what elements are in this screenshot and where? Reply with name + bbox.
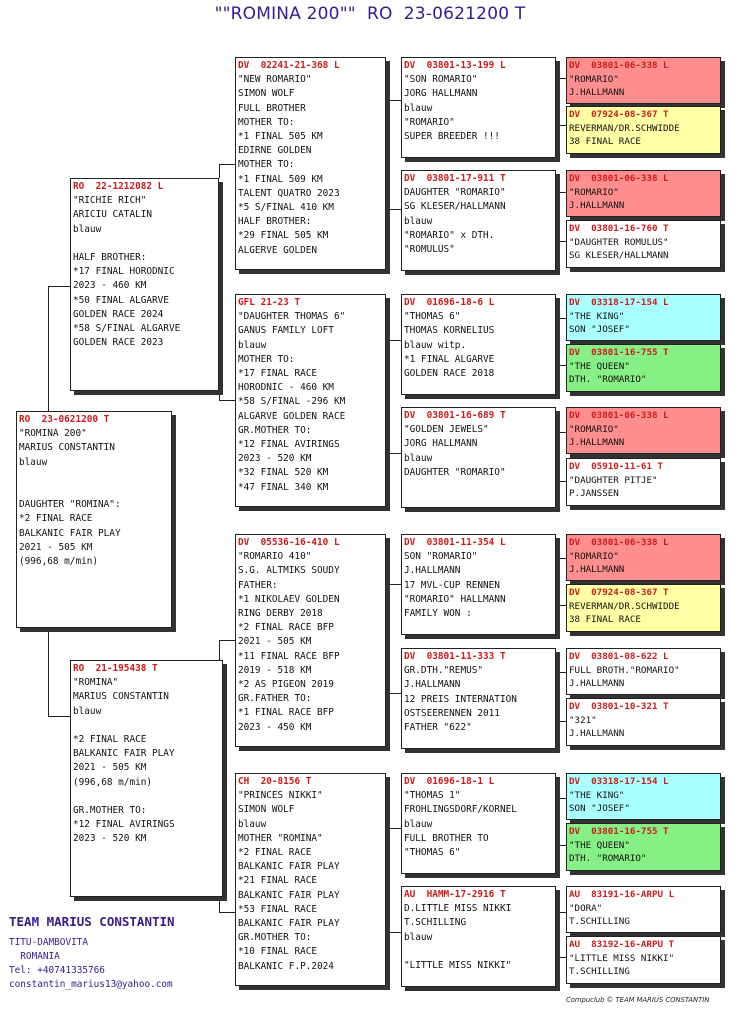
- pedigree-card-dam[interactable]: [70, 660, 223, 897]
- pigeon-detail-line: "GOLDEN JEWELS": [404, 424, 489, 436]
- pigeon-detail-line: "THE QUEEN": [569, 839, 630, 851]
- pigeon-detail-line: J.HALLMANN: [569, 728, 625, 740]
- pigeon-detail-line: *10 FINAL RACE: [238, 946, 318, 958]
- ring-number: DV 03801-17-911 T: [404, 173, 506, 184]
- pigeon-detail-line: "THE KING": [569, 789, 625, 801]
- pigeon-detail-line: "ROMARIO": [569, 73, 619, 85]
- pigeon-detail-line: GANUS FAMILY LOFT: [238, 325, 334, 337]
- pigeon-detail-line: HALF BROTHER:: [73, 252, 147, 263]
- connector: [219, 391, 235, 401]
- pedigree-card-gen4-5[interactable]: [566, 294, 721, 341]
- team-country: ROMANIA: [9, 951, 60, 962]
- pedigree-card-subject[interactable]: [16, 411, 172, 628]
- page-title: [0, 4, 740, 24]
- pigeon-detail-line: *2 FINAL RACE BFP: [238, 622, 334, 634]
- pigeon-detail-line: *1 FINAL RACE BFP: [238, 707, 334, 719]
- pigeon-details: [404, 310, 553, 381]
- pigeon-detail-line: J.HALLMANN: [569, 87, 625, 99]
- pigeon-detail-line: (996,68 m/min): [73, 776, 153, 788]
- pigeon-detail-line: *50 FINAL ALGARVE: [73, 294, 169, 306]
- pigeon-detail-line: MOTHER TO:: [238, 353, 295, 365]
- pigeon-detail-line: T.SCHILLING: [404, 917, 467, 929]
- pedigree-card-gen3-e[interactable]: [401, 534, 556, 635]
- pigeon-detail-line: EDIRNE GOLDEN: [238, 145, 312, 157]
- connector: [556, 558, 566, 582]
- ring-number: DV 03801-06-338 L: [569, 537, 669, 548]
- pedigree-card-gen3-a[interactable]: [401, 57, 556, 158]
- pigeon-detail-line: P.JANSSEN: [569, 488, 619, 500]
- connector: [48, 628, 70, 717]
- pigeon-detail-line: OSTSEERENNEN 2011: [404, 707, 500, 719]
- connector: [556, 912, 566, 934]
- pigeon-details: [404, 550, 553, 621]
- pigeon-detail-line: DAUGHTER "ROMARIO": [404, 187, 506, 199]
- pigeon-detail-line: ALGARVE GOLDEN RACE: [238, 410, 346, 422]
- pigeon-detail-line: *17 FINAL HORODNIC: [73, 266, 175, 278]
- ring-number: DV 03801-16-755 T: [569, 826, 669, 837]
- connector: [386, 100, 402, 170]
- team-phone: Tel: +40741335766: [9, 965, 105, 976]
- pigeon-detail-line: *29 FINAL 505 KM: [238, 230, 329, 242]
- pigeon-detail-line: 2023 - 520 KM: [238, 453, 312, 465]
- pigeon-detail-line: D.LITTLE MISS NIKKI: [404, 903, 512, 915]
- pigeon-detail-line: *2 FINAL RACE: [73, 734, 147, 745]
- pigeon-details: [569, 714, 718, 741]
- ring-number: GFL 21-23 T: [238, 297, 301, 308]
- title-ring: RO 23-0621200 T: [366, 4, 526, 24]
- pigeon-detail-line: J.HALLMANN: [569, 200, 625, 212]
- pigeon-detail-line: [404, 945, 553, 959]
- ring-number: DV 03801-16-755 T: [569, 347, 669, 358]
- pigeon-detail-line: [73, 719, 220, 733]
- pigeon-detail-line: "THOMAS 1": [404, 790, 461, 802]
- pigeon-detail-line: blauw: [73, 223, 102, 235]
- ring-number: DV 03801-11-333 T: [404, 651, 506, 662]
- ring-number: DV 02241-21-368 L: [238, 60, 340, 71]
- connector: [556, 934, 566, 958]
- pigeon-detail-line: MARIUS CONSTANTIN: [19, 442, 115, 454]
- pigeon-detail-line: "ROMULUS": [404, 244, 455, 256]
- pigeon-details: [73, 676, 220, 846]
- pedigree-card-gen4-12[interactable]: [566, 698, 721, 746]
- pedigree-card-gen3-g[interactable]: [401, 773, 556, 874]
- connector: [386, 164, 402, 210]
- pigeon-detail-line: 12 PREIS INTERNATION: [404, 693, 517, 705]
- pigeon-detail-line: DAUGHTER "ROMARIO": [404, 466, 506, 478]
- pigeon-detail-line: DAUGHTER "ROMINA":: [19, 499, 121, 511]
- ring-number: DV 07924-08-367 T: [569, 587, 669, 598]
- pigeon-detail-line: 2021 - 505 KM: [238, 636, 312, 648]
- connector: [48, 286, 70, 411]
- software-credit: Compuclub © TEAM MARIUS CONSTANTIN: [566, 996, 710, 1004]
- pigeon-details: [569, 952, 718, 979]
- pigeon-detail-line: FULL BROTH."ROMARIO": [569, 664, 680, 676]
- ring-number: DV 03318-17-154 L: [569, 776, 669, 787]
- connector: [386, 640, 402, 694]
- pedigree-card-gen4-11[interactable]: [566, 648, 721, 695]
- pigeon-details: [238, 310, 383, 495]
- pigeon-details: [569, 902, 718, 929]
- pedigree-card-gen4-1[interactable]: [566, 57, 721, 104]
- connector: [386, 584, 402, 640]
- pigeon-detail-line: "SON ROMARIO": [404, 74, 478, 86]
- pigeon-detail-line: JORG HALLMANN: [404, 438, 478, 450]
- pigeon-detail-line: "THE QUEEN": [569, 360, 630, 372]
- pedigree-card-gen2-d[interactable]: [235, 773, 386, 986]
- pigeon-detail-line: *12 FINAL AVIRINGS: [73, 819, 175, 831]
- pigeon-detail-line: "DAUGHTER ROMULUS": [569, 236, 669, 248]
- pigeon-detail-line: *58 S/FINAL ALGARVE: [73, 323, 181, 335]
- pedigree-card-gen3-h[interactable]: [401, 886, 556, 987]
- ring-number: DV 03801-08-622 L: [569, 651, 669, 662]
- pigeon-detail-line: J.HALLMANN: [569, 437, 625, 449]
- pigeon-detail-line: blauw: [19, 456, 48, 468]
- pigeon-details: [569, 236, 718, 263]
- pigeon-detail-line: GR.DTH."REMUS": [404, 665, 484, 677]
- pigeon-detail-line: SUPER BREEDER !!!: [404, 131, 500, 143]
- pigeon-detail-line: FULL BROTHER: [238, 102, 306, 114]
- pigeon-detail-line: [73, 790, 220, 804]
- pigeon-detail-line: FULL BROTHER TO: [404, 832, 489, 844]
- pigeon-detail-line: "DORA": [569, 902, 603, 914]
- team-email[interactable]: constantin_marius13@yahoo.com: [9, 979, 173, 990]
- pedigree-card-gen4-14[interactable]: [566, 823, 721, 871]
- ring-number: DV 03801-16-760 T: [569, 223, 669, 234]
- connector: [556, 212, 566, 242]
- ring-number: RO 23-0621200 T: [19, 414, 110, 425]
- pigeon-detail-line: *32 FINAL 520 KM: [238, 467, 329, 479]
- pigeon-details: [238, 73, 383, 258]
- pigeon-detail-line: J.HALLMANN: [404, 679, 461, 691]
- pigeon-detail-line: blauw: [404, 818, 433, 830]
- pedigree-card-gen3-b[interactable]: [401, 170, 556, 271]
- pigeon-details: [569, 186, 718, 213]
- connector: [556, 318, 566, 342]
- pigeon-detail-line: "ROMARIO" HALLMANN: [404, 593, 506, 605]
- ring-number: DV 03801-16-689 T: [404, 410, 506, 421]
- pigeon-detail-line: GOLDEN RACE 2018: [404, 368, 495, 380]
- pigeon-detail-line: "RICHIE RICH": [73, 195, 147, 207]
- pigeon-detail-line: BALKANIC FAIR PLAY: [238, 918, 340, 930]
- pigeon-detail-line: ARICIU CATALIN: [73, 209, 153, 221]
- pigeon-detail-line: MOTHER "ROMINA": [238, 832, 323, 844]
- pedigree-card-gen4-3[interactable]: [566, 170, 721, 217]
- pigeon-detail-line: *1 FINAL 509 KM: [238, 173, 323, 185]
- pigeon-detail-line: DTH. "ROMARIO": [569, 374, 647, 386]
- pigeon-detail-line: FATHER:: [238, 579, 278, 591]
- pigeon-detail-line: *58 S/FINAL -296 KM: [238, 396, 346, 408]
- pigeon-detail-line: T.SCHILLING: [569, 916, 630, 928]
- ring-number: DV 03318-17-154 L: [569, 297, 669, 308]
- pigeon-detail-line: MOTHER TO:: [238, 116, 295, 128]
- pigeon-detail-line: REVERMAN/DR.SCHWIDDE: [569, 122, 680, 134]
- ring-number: DV 03801-11-354 L: [404, 537, 506, 548]
- pigeon-detail-line: BALKANIC FAIR PLAY: [238, 861, 340, 873]
- pigeon-detail-line: blauw: [238, 339, 267, 351]
- pigeon-detail-line: DTH. "ROMARIO": [569, 853, 647, 865]
- connector: [556, 694, 566, 722]
- pigeon-detail-line: "ROMINA 200": [19, 428, 87, 440]
- ring-number: AU 83192-16-ARPU T: [569, 939, 675, 950]
- ring-number: DV 05910-11-61 T: [569, 461, 664, 472]
- pedigree-card-gen4-4[interactable]: [566, 220, 721, 268]
- pedigree-card-gen4-6[interactable]: [566, 344, 721, 392]
- pigeon-details: [404, 664, 553, 735]
- connector: [556, 432, 566, 454]
- ring-number: DV 01696-18-6 L: [404, 297, 495, 308]
- team-name: TEAM MARIUS CONSTANTIN: [9, 914, 175, 929]
- ring-number: RO 21-195438 T: [73, 663, 158, 674]
- pigeon-detail-line: ALGERVE GOLDEN: [238, 244, 318, 256]
- pigeon-detail-line: [19, 484, 169, 498]
- pigeon-details: [569, 474, 718, 501]
- pigeon-detail-line: "ROMARIO": [569, 550, 619, 562]
- title-name: ""ROMINA 200"": [214, 4, 356, 24]
- pigeon-detail-line: REVERMAN/DR.SCHWIDDE: [569, 600, 680, 612]
- pigeon-detail-line: RING DERBY 2018: [238, 608, 323, 620]
- pedigree-card-gen4-2[interactable]: [566, 106, 721, 154]
- pedigree-card-gen4-7[interactable]: [566, 407, 721, 454]
- ring-number: AU 83191-16-ARPU L: [569, 889, 675, 900]
- connector: [556, 102, 566, 126]
- connector: [219, 640, 235, 660]
- pigeon-detail-line: THOMAS KORNELIUS: [404, 325, 495, 337]
- connector: [386, 828, 402, 898]
- connector: [556, 582, 566, 606]
- pedigree-card-gen3-d[interactable]: [401, 407, 556, 508]
- pigeon-detail-line: SG KLESER/HALLMANN: [404, 201, 506, 213]
- pigeon-detail-line: 38 FINAL RACE: [569, 136, 641, 148]
- pigeon-details: [569, 600, 718, 627]
- pigeon-detail-line: "DAUGHTER THOMAS 6": [238, 311, 346, 323]
- connector: [556, 672, 566, 694]
- pigeon-detail-line: SON "JOSEF": [569, 324, 630, 336]
- pedigree-card-gen3-c[interactable]: [401, 294, 556, 395]
- pigeon-detail-line: FAMILY WON :: [404, 608, 472, 620]
- ring-number: DV 07924-08-367 T: [569, 109, 669, 120]
- pigeon-details: [569, 122, 718, 149]
- pigeon-details: [404, 902, 553, 973]
- pigeon-details: [569, 550, 718, 577]
- pigeon-detail-line: "ROMINA": [73, 677, 119, 689]
- pigeon-detail-line: "PRINCES NIKKI": [238, 790, 323, 802]
- pigeon-details: [569, 664, 718, 691]
- pigeon-detail-line: GOLDEN RACE 2024: [73, 308, 164, 320]
- pigeon-detail-line: "NEW ROMARIO": [238, 74, 312, 86]
- pigeon-detail-line: *1 NIKOLAEV GOLDEN: [238, 593, 340, 605]
- connector: [386, 897, 402, 933]
- pigeon-detail-line: SG KLESER/HALLMANN: [569, 250, 669, 262]
- ring-number: DV 05536-16-410 L: [238, 537, 340, 548]
- pigeon-details: [569, 310, 718, 337]
- connector: [386, 394, 402, 454]
- pigeon-detail-line: HORODNIC - 460 KM: [238, 382, 334, 394]
- pigeon-detail-line: *1 FINAL 505 KM: [238, 131, 323, 143]
- ring-number: AU HAMM-17-2916 T: [404, 889, 506, 900]
- pigeon-detail-line: *21 FINAL RACE: [238, 875, 318, 887]
- pigeon-detail-line: blauw: [73, 705, 102, 717]
- pigeon-detail-line: J.HALLMANN: [569, 678, 625, 690]
- pigeon-detail-line: "THE KING": [569, 310, 625, 322]
- pigeon-details: [404, 789, 553, 860]
- pigeon-detail-line: GR.MOTHER TO:: [238, 424, 312, 436]
- pigeon-detail-line: *2 FINAL RACE: [238, 847, 312, 859]
- pigeon-detail-line: 38 FINAL RACE: [569, 614, 641, 626]
- pigeon-detail-line: GR.FATHER TO:: [238, 693, 312, 705]
- pigeon-detail-line: FROHLINGSDORF/KORNEL: [404, 804, 517, 816]
- ring-number: DV 01696-18-1 L: [404, 776, 495, 787]
- pigeon-detail-line: blauw: [404, 452, 433, 464]
- pigeon-detail-line: 2021 - 505 KM: [19, 541, 93, 553]
- pigeon-detail-line: J.HALLMANN: [404, 565, 461, 577]
- pigeon-detail-line: "321": [569, 714, 597, 726]
- connector: [556, 822, 566, 846]
- pigeon-detail-line: SON "JOSEF": [569, 803, 630, 815]
- pedigree-card-gen4-9[interactable]: [566, 534, 721, 581]
- pigeon-detail-line: SIMON WOLF: [238, 88, 295, 100]
- pigeon-detail-line: [73, 237, 216, 251]
- pigeon-detail-line: blauw: [404, 931, 433, 943]
- pigeon-detail-line: "ROMARIO": [569, 423, 619, 435]
- pigeon-detail-line: "LITTLE MISS NIKKI": [404, 960, 512, 971]
- pigeon-detail-line: FATHER "622": [404, 722, 472, 734]
- pigeon-detail-line: 2023 - 450 KM: [238, 721, 312, 733]
- pedigree-card-gen2-a[interactable]: [235, 57, 386, 270]
- pigeon-details: [569, 789, 718, 816]
- pigeon-detail-line: GR.MOTHER TO:: [238, 932, 312, 944]
- pigeon-detail-line: blauw witp.: [404, 339, 467, 351]
- pedigree-card-gen4-16[interactable]: [566, 936, 721, 984]
- connector: [556, 454, 566, 482]
- pigeon-details: [73, 194, 216, 350]
- ring-number: RO 22-1212082 L: [73, 181, 164, 192]
- pedigree-card-gen2-c[interactable]: [235, 534, 386, 747]
- pigeon-detail-line: *2 AS PIGEON 2019: [238, 679, 334, 691]
- pigeon-detail-line: MARIUS CONSTANTIN: [73, 691, 169, 703]
- pigeon-detail-line: S.G. ALTMIKS SOUDY: [238, 565, 340, 577]
- pigeon-detail-line: "THOMAS 6": [404, 311, 461, 323]
- pigeon-details: [404, 186, 553, 257]
- pigeon-detail-line: blauw: [404, 102, 433, 114]
- pigeon-detail-line: *1 FINAL ALGARVE: [404, 353, 495, 365]
- pigeon-detail-line: *47 FINAL 340 KM: [238, 481, 329, 493]
- ring-number: CH 20-8156 T: [238, 776, 312, 787]
- pigeon-detail-line: BALKANIC FAIR PLAY: [238, 889, 340, 901]
- pigeon-detail-line: T.SCHILLING: [569, 966, 630, 978]
- pedigree-card-gen4-8[interactable]: [566, 458, 721, 506]
- pigeon-detail-line: J.HALLMANN: [569, 564, 625, 576]
- connector: [219, 897, 235, 913]
- pedigree-card-sire[interactable]: [70, 178, 219, 391]
- pigeon-detail-line: blauw: [404, 215, 433, 227]
- pigeon-detail-line: SON "ROMARIO": [404, 551, 478, 563]
- pedigree-card-gen4-10[interactable]: [566, 584, 721, 632]
- team-location: TITU-DAMBOVITA: [9, 937, 89, 948]
- pedigree-card-gen2-b[interactable]: [235, 294, 386, 507]
- ring-number: DV 03801-10-321 T: [569, 701, 669, 712]
- pigeon-detail-line: 2019 - 518 KM: [238, 664, 312, 676]
- ring-number: DV 03801-06-338 L: [569, 173, 669, 184]
- pigeon-detail-line: *11 FINAL RACE BFP: [238, 650, 340, 662]
- pigeon-detail-line: TALENT QUATRO 2023: [238, 187, 340, 199]
- pigeon-detail-line: BALKANIC F.P.2024: [238, 960, 334, 972]
- connector: [556, 342, 566, 366]
- pigeon-detail-line: "DAUGHTER PITJE": [569, 474, 658, 486]
- pigeon-detail-line: (996,68 m/min): [19, 556, 99, 567]
- pigeon-detail-line: blauw: [238, 818, 267, 830]
- pigeon-detail-line: "ROMARIO": [569, 186, 619, 198]
- connector: [386, 340, 402, 394]
- connector: [556, 798, 566, 822]
- pigeon-detail-line: "ROMARIO": [404, 116, 455, 128]
- pigeon-details: [238, 550, 383, 735]
- pigeon-detail-line: BALKANIC FAIR PLAY: [19, 527, 121, 539]
- pigeon-details: [569, 360, 718, 387]
- connector: [219, 164, 235, 178]
- pigeon-detail-line: SIMON WOLF: [238, 804, 295, 816]
- pigeon-detail-line: "ROMARIO 410": [238, 551, 312, 563]
- pigeon-details: [404, 423, 553, 480]
- ring-number: DV 03801-06-338 L: [569, 60, 669, 71]
- pigeon-detail-line: *53 FINAL RACE: [238, 903, 318, 915]
- pigeon-detail-line: GOLDEN RACE 2023: [73, 337, 164, 349]
- pigeon-detail-line: *12 FINAL AVIRINGS: [238, 439, 340, 451]
- pigeon-detail-line: "THOMAS 6": [404, 847, 461, 859]
- pigeon-detail-line: JORG HALLMANN: [404, 88, 478, 100]
- pigeon-details: [238, 789, 383, 974]
- pigeon-details: [19, 427, 169, 569]
- pigeon-detail-line: HALF BROTHER:: [238, 216, 312, 228]
- pedigree-card-gen3-f[interactable]: [401, 648, 556, 749]
- ring-number: DV 03801-13-199 L: [404, 60, 506, 71]
- connector: [556, 78, 566, 102]
- pigeon-detail-line: *5 S/FINAL 410 KM: [238, 202, 334, 214]
- pigeon-detail-line: *2 FINAL RACE: [19, 513, 93, 525]
- pigeon-details: [569, 73, 718, 100]
- connector: [556, 192, 566, 212]
- pigeon-detail-line: 2023 - 460 KM: [73, 280, 147, 292]
- pigeon-detail-line: MOTHER TO:: [238, 159, 295, 171]
- pigeon-detail-line: 2021 - 505 KM: [73, 762, 147, 774]
- pedigree-card-gen4-13[interactable]: [566, 773, 721, 820]
- pigeon-detail-line: "LITTLE MISS NIKKI": [569, 952, 675, 964]
- pigeon-detail-line: 2023 - 520 KM: [73, 833, 147, 845]
- pigeon-details: [569, 839, 718, 866]
- pigeon-detail-line: 17 MVL-CUP RENNEN: [404, 579, 500, 591]
- pigeon-detail-line: BALKANIC FAIR PLAY: [73, 748, 175, 760]
- pedigree-card-gen4-15[interactable]: [566, 886, 721, 933]
- pigeon-detail-line: "ROMARIO" x DTH.: [404, 229, 495, 241]
- pigeon-details: [404, 73, 553, 144]
- pigeon-detail-line: GR.MOTHER TO:: [73, 805, 147, 816]
- pigeon-detail-line: [19, 470, 169, 484]
- pigeon-detail-line: *17 FINAL RACE: [238, 368, 318, 380]
- pigeon-details: [569, 423, 718, 450]
- ring-number: DV 03801-06-338 L: [569, 410, 669, 421]
